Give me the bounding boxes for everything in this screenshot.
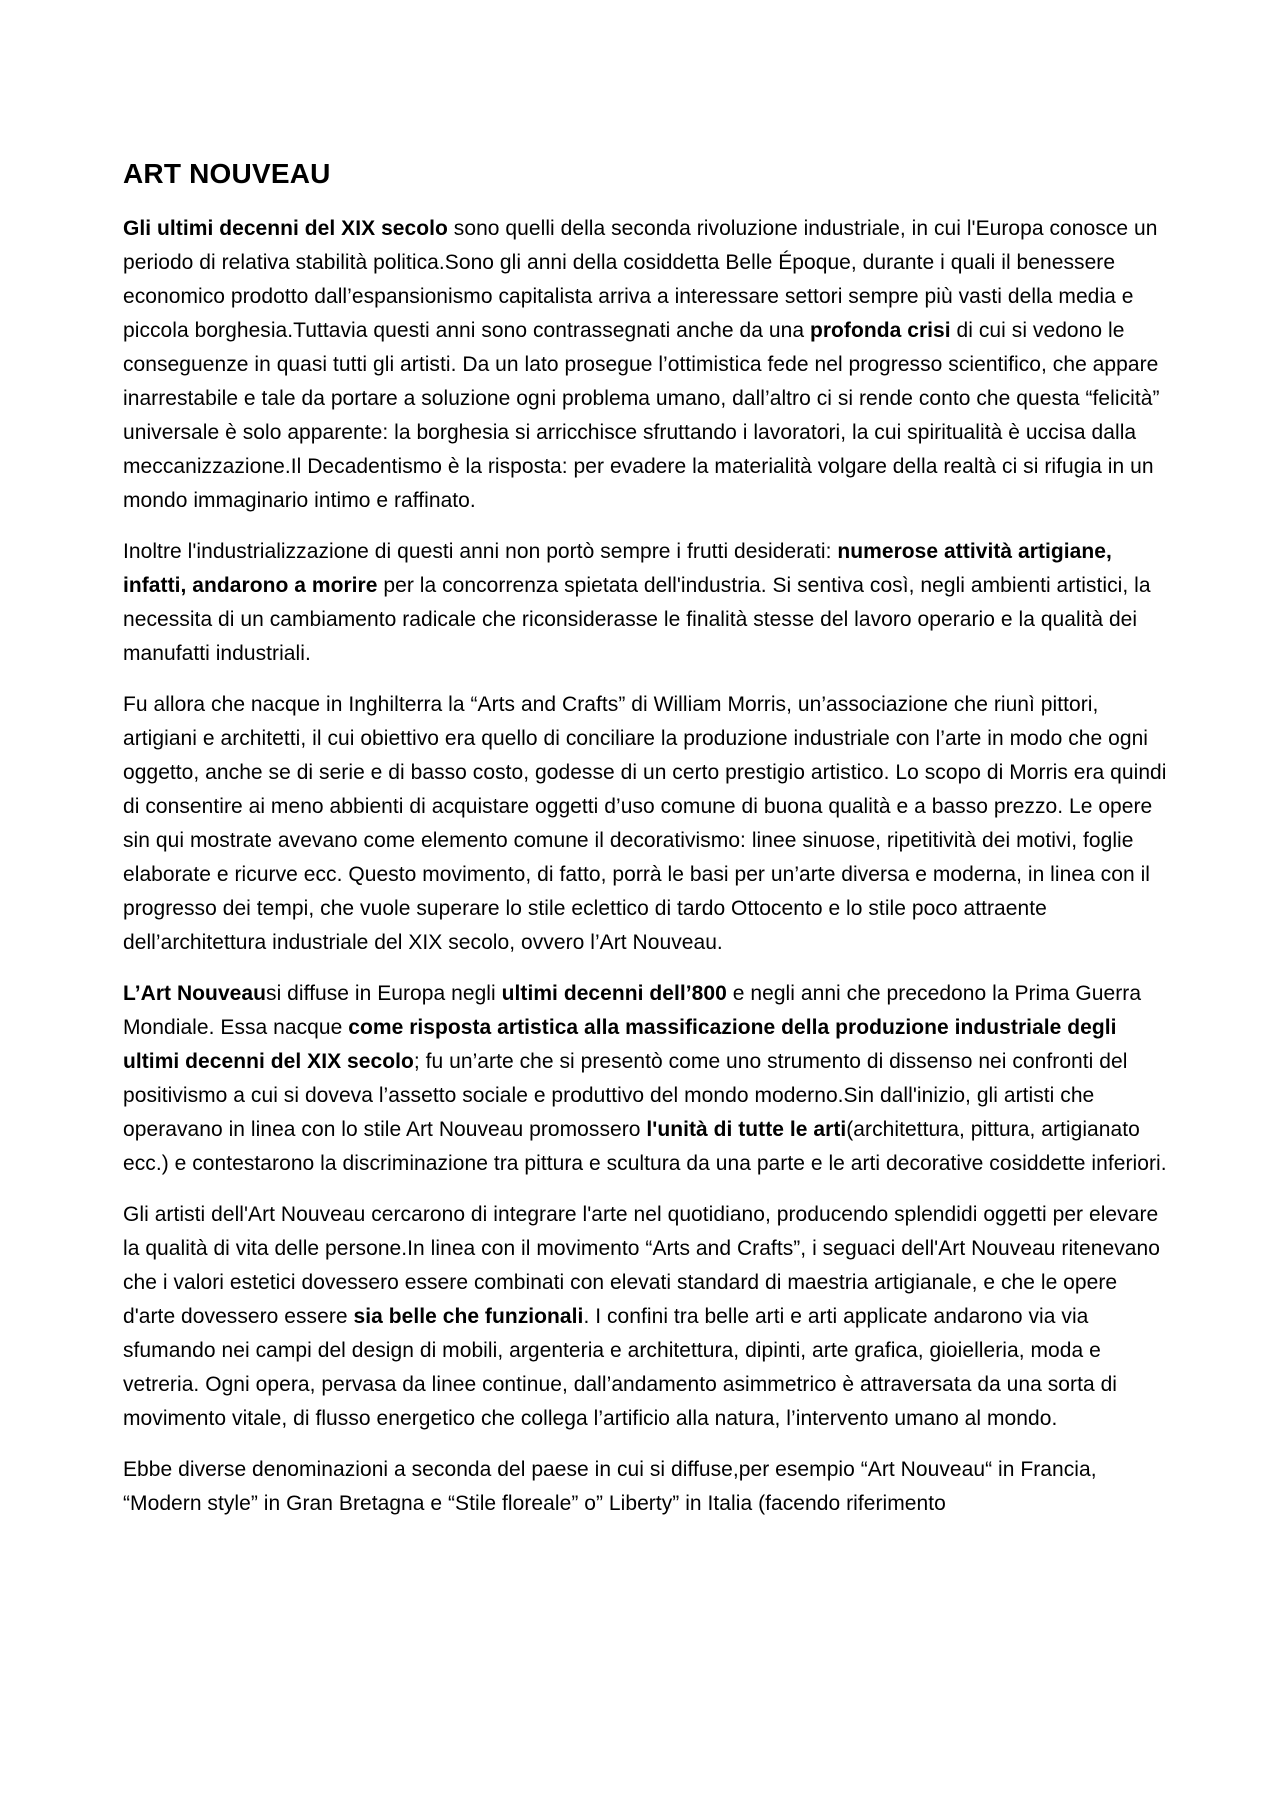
paragraph-6 (123, 1453, 1173, 1521)
bold-text: l'unità di tutte le arti (646, 1118, 847, 1141)
text-run: Ebbe diverse denominazioni a seconda del paese in cui si diffuse,per esempio “Art Nouveau“ in Francia, “Modern style” in Gran Bretagna e “Stile floreale” o” Liberty” in Italia (facendo riferimento (123, 1458, 1097, 1515)
paragraph-5 (123, 1198, 1173, 1436)
text-run: si diffuse in Europa negli (266, 982, 502, 1005)
bold-text: sia belle che funzionali (353, 1305, 584, 1328)
paragraph-3 (123, 688, 1173, 960)
paragraph-1 (123, 212, 1173, 518)
paragraph-2 (123, 535, 1173, 671)
text-run: per la concorrenza spietata dell'industria. Si sentiva così, negli ambienti artistici, la necessita di un cambiamento radicale che riconsiderasse le finalità stesse del lavoro operario e la qualità dei manufatti industriali. (123, 574, 1151, 665)
page-title: ART NOUVEAU (123, 158, 331, 189)
text-run: e negli anni che precedono la Prima Guerra Mondiale. Essa nacque (123, 982, 1142, 1039)
text-run: di cui si vedono le conseguenze in quasi tutti gli artisti. Da un lato prosegue l’ottimistica fede nel progresso scientifico, che appare inarrestabile e tale da portare a soluzione ogni problema umano, dall’altro ci si rende conto che questa “felicità” universale è solo apparente: la borghesia si arricchisce sfruttando i lavoratori, la cui spiritualità è uccisa dalla meccanizzazione.Il Decadentismo è la risposta: per evadere la materialità volgare della realtà ci si rifugia in un mondo immaginario intimo e raffinato. (123, 319, 1160, 512)
text-run: sono quelli della seconda rivoluzione industriale, in cui l'Europa conosce un periodo di relativa stabilità politica.Sono gli anni della cosiddetta Belle Époque, durante i quali il benessere economico prodotto dall’espansionismo capitalista arriva a interessare settori sempre più vasti della media e piccola borghesia.Tuttavia questi anni sono contrassegnati anche da una (123, 217, 1158, 342)
text-run: Fu allora che nacque in Inghilterra la “Arts and Crafts” di William Morris, un’associazione che riunì pittori, artigiani e architetti, il cui obiettivo era quello di conciliare la produzione industriale con l’arte in modo che ogni oggetto, anche se di serie e di basso costo, godesse di un certo prestigio artistico. Lo scopo di Morris era quindi di consentire ai meno abbienti di acquistare oggetti d’uso comune di buona qualità e a basso prezzo. Le opere sin qui mostrate avevano come elemento comune il decorativismo: linee sinuose, ripetitività dei motivi, foglie elaborate e ricurve ecc. Questo movimento, di fatto, porrà le basi per un’arte diversa e moderna, in linea con il progresso dei tempi, che vuole superare lo stile eclettico di tardo Ottocento e lo stile poco attraente dell’architettura industriale del XIX secolo, ovvero l’Art Nouveau. (123, 693, 1167, 954)
text-run: Inoltre l'industrializzazione di questi anni non portò sempre i frutti desiderati: (123, 540, 838, 563)
bold-text: profonda crisi (809, 319, 951, 342)
text-run: . I confini tra belle arti e arti applicate andarono via via sfumando nei campi del design di mobili, argenteria e architettura, dipinti, arte grafica, gioielleria, moda e vetreria. Ogni opera, pervasa da linee continue, dall’andamento asimmetrico è attraversata da una sorta di movimento vitale, di flusso energetico che collega l’artificio alla natura, l’intervento umano al mondo. (123, 1305, 1118, 1430)
text-run: Gli artisti dell'Art Nouveau cercarono di integrare l'arte nel quotidiano, producendo splendidi oggetti per elevare la qualità di vita delle persone.In linea con il movimento “Arts and Crafts”, i seguaci dell'Art Nouveau ritenevano che i valori estetici dovessero essere combinati con elevati standard di maestria artigianale, e che le opere d'arte dovessero essere (123, 1203, 1160, 1328)
bold-text: Gli ultimi decenni del XIX secolo (123, 217, 448, 240)
document-page (123, 156, 1173, 1538)
document-body (123, 212, 1173, 1521)
bold-text: L’Art Nouveau (123, 982, 267, 1005)
bold-text: come risposta artistica alla massificazione della produzione industriale degli ultimi decenni del XIX secolo (123, 1016, 1117, 1073)
text-run: (architettura, pittura, artigianato ecc.) e contestarono la discriminazione tra pittura e scultura da una parte e le arti decorative cosiddette inferiori. (123, 1118, 1167, 1175)
bold-text: ultimi decenni dell’800 (501, 982, 727, 1005)
bold-text: numerose attività artigiane, infatti, andarono a morire (123, 540, 1112, 597)
text-run: ; fu un’arte che si presentò come uno strumento di dissenso nei confronti del positivismo a cui si doveva l’assetto sociale e produttivo del mondo moderno.Sin dall'inizio, gli artisti che operavano in linea con lo stile Art Nouveau promossero (123, 1050, 1128, 1141)
paragraph-4 (123, 977, 1173, 1181)
